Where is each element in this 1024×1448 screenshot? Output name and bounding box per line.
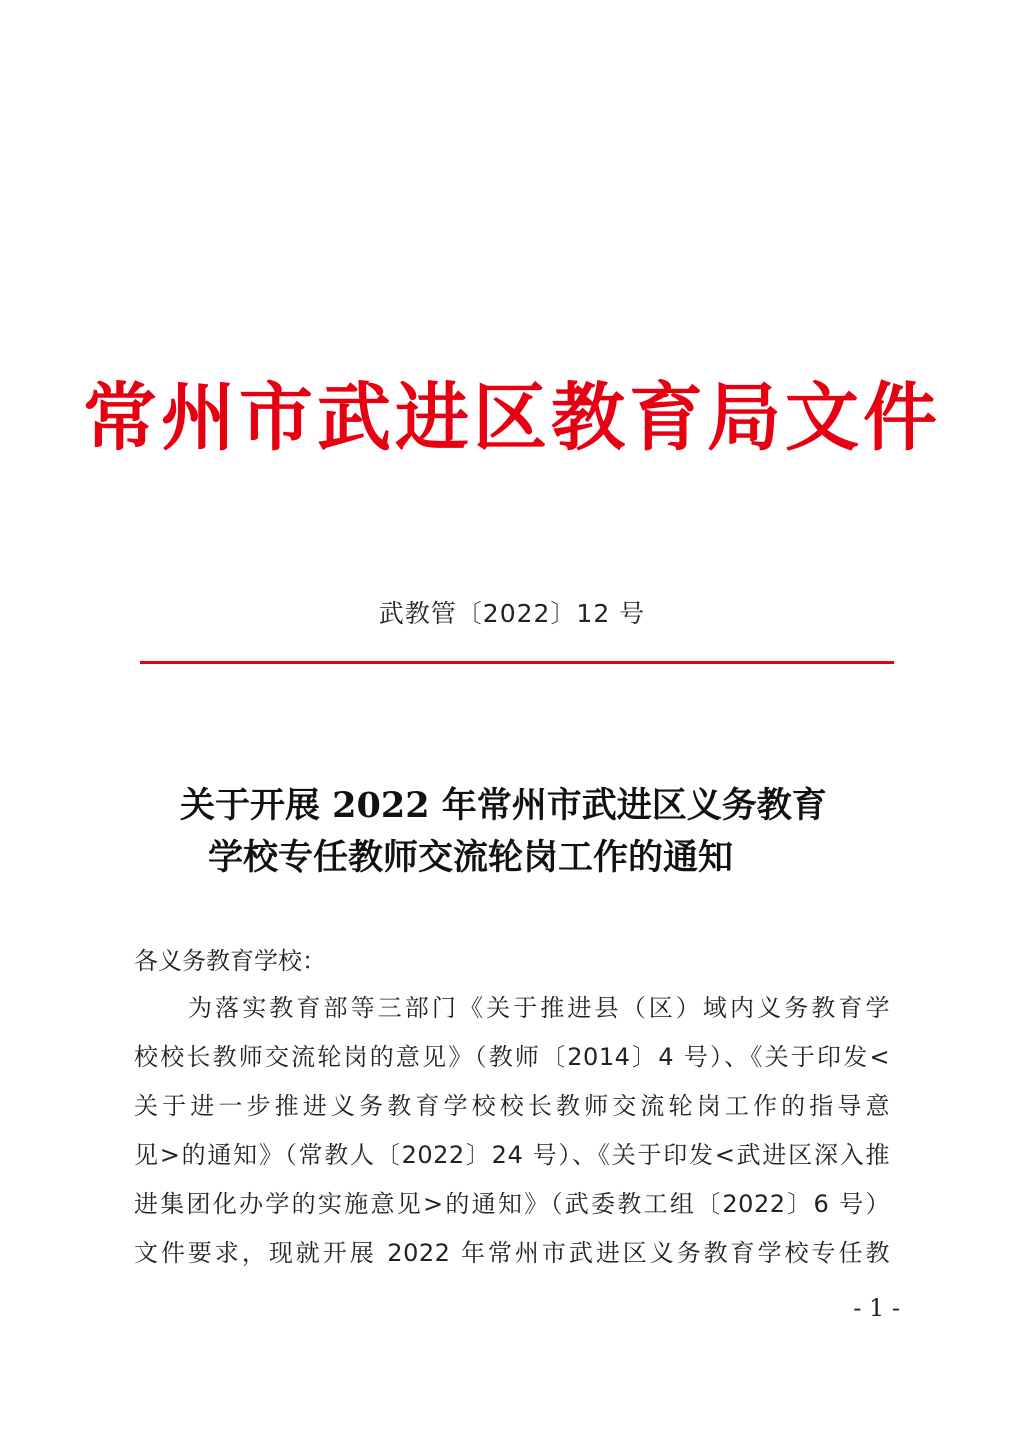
body-line: 关于进一步推进义务教育学校校长教师交流轮岗工作的指导意 xyxy=(134,1092,890,1120)
body-paragraph xyxy=(134,984,890,1278)
notice-title-line-2: 学校专任教师交流轮岗工作的通知 xyxy=(208,837,734,878)
notice-title-line-1: 关于开展 2022 年常州市武进区义务教育 xyxy=(180,785,827,826)
header-divider xyxy=(140,661,894,664)
page-number: - 1 - xyxy=(853,1294,900,1322)
notice-title xyxy=(120,780,900,884)
body-line: 进集团化办学的实施意见>的通知》（武委教工组〔2022〕6 号） xyxy=(134,1190,890,1218)
body-line: 见>的通知》（常教人〔2022〕24 号）、《关于印发<武进区深入推 xyxy=(134,1141,890,1169)
addressee: 各义务教育学校： xyxy=(134,947,326,975)
body-line: 文件要求，现就开展 2022 年常州市武进区义务教育学校专任教 xyxy=(134,1239,890,1267)
body-line: 校校长教师交流轮岗的意见》（教师〔2014〕4 号）、《关于印发< xyxy=(134,1043,890,1071)
document-header-title: 常州市武进区教育局文件 xyxy=(83,375,941,461)
body-line: 为落实教育部等三部门《关于推进县（区）域内义务教育学 xyxy=(188,994,890,1022)
document-number: 武教管〔2022〕12 号 xyxy=(378,599,646,628)
